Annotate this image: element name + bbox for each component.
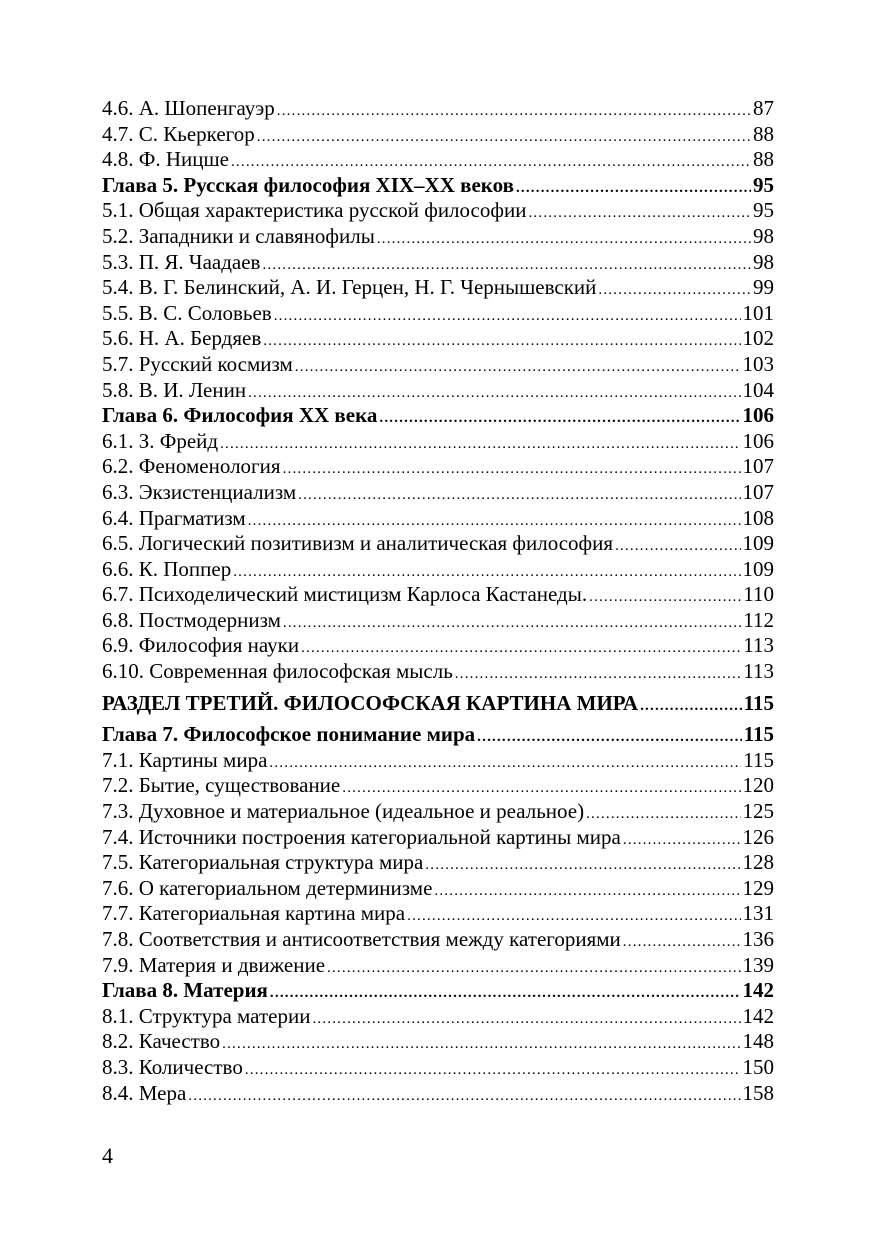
toc-entry [102,773,774,799]
toc-entry [102,506,774,532]
toc-entry [102,378,774,404]
toc-entry [102,224,774,250]
toc-entry [102,480,774,506]
toc-entry-title: 5.8. В. И. Ленин [102,377,247,402]
toc-entry [102,876,774,902]
toc-entry-title: 5.7. Русский космизм [102,351,293,376]
toc-entry-page: 136 [742,927,774,951]
toc-entry-page: 150 [742,1054,774,1079]
toc-dot-leader [277,99,751,125]
toc-entry-title: 6.10. Современная философская мысль [102,659,453,684]
toc-entry [102,659,774,685]
toc-entry-title: 6.1. З. Фрейд [102,428,219,453]
toc-entry-title: 8.1. Структура материи [102,1003,311,1028]
toc-dot-leader [528,201,751,227]
toc-entry-title: 5.3. П. Я. Чаадаев [102,249,261,274]
toc-dot-leader [455,662,741,688]
toc-entry-page: 131 [742,901,774,926]
toc-dot-leader [245,1058,741,1084]
toc-entry [102,250,774,276]
table-of-contents [102,96,774,1106]
toc-entry-page: 106 [742,403,774,428]
toc-dot-leader [640,694,742,720]
toc-entry-title: 7.7. Категориальная картина мира [102,901,406,926]
toc-dot-leader [589,585,741,611]
toc-entry [102,198,774,224]
toc-entry-page: 98 [753,249,774,274]
toc-entry [102,301,774,327]
page-number: 4 [102,1143,113,1168]
toc-entry-title: 6.7. Психоделический мистицизм Карлоса Кастанеды. [102,582,588,607]
toc-entry [102,748,774,774]
toc-entry-title: 7.9. Материя и движение [102,952,326,977]
toc-entry-title: 5.5. В. С. Соловьев [102,300,272,325]
toc-entry [102,1055,774,1081]
toc-entry-page: 115 [743,690,774,715]
toc-chapter-heading [102,978,774,1004]
toc-entry-page: 113 [743,633,774,658]
toc-entry-title: 8.3. Количество [102,1054,243,1079]
toc-dot-leader [263,329,740,355]
toc-dot-leader [327,956,740,982]
toc-entry-title: 5.1. Общая характеристика русской философии [102,198,527,223]
toc-entry-page: 95 [753,172,774,197]
toc-entry [102,825,774,851]
toc-entry [102,122,774,148]
toc-dot-leader [270,981,741,1007]
toc-entry-page: 107 [742,479,774,504]
toc-entry [102,927,774,953]
toc-entry [102,1004,774,1030]
toc-dot-leader [295,355,741,381]
toc-entry [102,1081,774,1107]
toc-entry-page: 101 [742,300,774,325]
toc-entry-title: 7.8. Соответствия и антисоответствия между категориями [102,927,621,951]
toc-entry-page: 128 [742,850,774,875]
toc-dot-leader [623,828,741,854]
toc-entry [102,429,774,455]
toc-entry [102,352,774,378]
toc-entry-title: 6.9. Философия науки [102,633,300,658]
toc-entry [102,275,774,301]
toc-entry-page: 125 [742,799,774,824]
toc-entry [102,147,774,173]
toc-dot-leader [598,278,751,304]
toc-entry-page: 88 [753,147,774,172]
toc-entry-title: 6.8. Постмодернизм [102,607,281,632]
toc-dot-leader [434,879,740,905]
toc-entry-title: 7.6. О категориальном детерминизме [102,875,433,900]
toc-entry-page: 115 [743,747,774,772]
toc-entry-page: 126 [742,824,774,849]
toc-entry-title: 7.5. Категориальная структура мира [102,850,424,875]
toc-entry-page: 99 [753,275,774,300]
toc-entry-title: Глава 5. Русская философия XIX–XX веков [102,172,514,197]
toc-entry-page: 104 [742,377,774,402]
toc-entry [102,454,774,480]
toc-entry-title: 7.4. Источники построения категориальной картины мира [102,824,621,849]
toc-entry-title: Глава 6. Философия XX века [102,403,378,428]
toc-entry-page: 120 [742,773,774,798]
toc-entry [102,531,774,557]
toc-entry-page: 103 [742,351,774,376]
toc-dot-leader [220,432,740,458]
toc-entry [102,850,774,876]
toc-chapter-heading [102,173,774,199]
toc-entry-title: 8.4. Мера [102,1080,187,1105]
toc-entry-page: 142 [742,978,774,1003]
toc-section-heading [102,691,774,717]
toc-dot-leader [377,227,751,253]
toc-entry [102,582,774,608]
toc-entry-title: Глава 8. Материя [102,978,268,1003]
toc-entry-title: Глава 7. Философское понимание мира [102,722,476,747]
toc-entry-page: 142 [742,1003,774,1028]
toc-entry-title: 7.3. Духовное и материальное (идеальное и реальное) [102,799,585,824]
toc-dot-leader [257,125,751,151]
toc-entry-page: 113 [743,659,774,684]
toc-entry-title: 4.6. А. Шопенгауэр [102,96,275,120]
toc-entry-page: 110 [743,582,774,607]
toc-entry-title: 4.8. Ф. Ницше [102,147,229,172]
toc-dot-leader [274,304,741,330]
toc-entry-page: 109 [742,531,774,556]
toc-entry-title: 6.6. К. Поппер [102,556,232,581]
toc-dot-leader [188,1084,740,1110]
toc-dot-leader [298,483,740,509]
toc-entry-title: 7.2. Бытие, существование [102,773,341,798]
toc-chapter-heading [102,403,774,429]
toc-entry [102,901,774,927]
toc-entry-page: 158 [742,1080,774,1105]
toc-entry-title: 5.6. Н. А. Бердяев [102,326,262,351]
toc-entry [102,633,774,659]
toc-entry-title: 4.7. С. Кьеркегор [102,121,255,146]
toc-entry-title: РАЗДЕЛ ТРЕТИЙ. ФИЛОСОФСКАЯ КАРТИНА МИРА [102,690,639,715]
toc-dot-leader [283,457,741,483]
toc-entry-page: 87 [753,96,774,120]
toc-entry-page: 95 [753,198,774,223]
toc-entry-page: 112 [743,607,774,632]
toc-chapter-heading [102,722,774,748]
toc-entry-title: 6.3. Экзистенциализм [102,479,297,504]
toc-entry-title: 7.1. Картины мира [102,747,268,772]
toc-entry-page: 102 [742,326,774,351]
toc-dot-leader [477,725,741,751]
toc-entry [102,326,774,352]
toc-dot-leader [312,1007,740,1033]
toc-dot-leader [379,406,740,432]
toc-entry [102,96,774,122]
toc-entry [102,1029,774,1055]
toc-dot-leader [222,1032,740,1058]
toc-entry-title: 6.5. Логический позитивизм и аналитическая философия [102,531,614,556]
toc-entry-title: 5.4. В. Г. Белинский, А. И. Герцен, Н. Г. Чернышевский [102,275,597,300]
toc-entry-page: 148 [742,1029,774,1054]
toc-entry-page: 129 [742,875,774,900]
toc-dot-leader [615,534,740,560]
toc-entry-page: 88 [753,121,774,146]
toc-dot-leader [283,611,741,637]
toc-entry-page: 106 [742,428,774,453]
toc-entry-page: 109 [742,556,774,581]
toc-dot-leader [623,930,741,956]
toc-entry-page: 108 [742,505,774,530]
toc-dot-leader [516,176,751,202]
toc-entry-page: 98 [753,223,774,248]
toc-dot-leader [425,853,740,879]
toc-entry-page: 107 [742,454,774,479]
toc-entry [102,608,774,634]
toc-entry [102,799,774,825]
toc-entry [102,557,774,583]
toc-entry-title: 6.4. Прагматизм [102,505,246,530]
toc-entry-title: 5.2. Западники и славянофилы [102,223,375,248]
toc-entry-title: 6.2. Феноменология [102,454,281,479]
toc-entry-title: 8.2. Качество [102,1029,221,1054]
toc-entry [102,953,774,979]
toc-entry-page: 115 [743,722,774,747]
toc-entry-page: 139 [742,952,774,977]
